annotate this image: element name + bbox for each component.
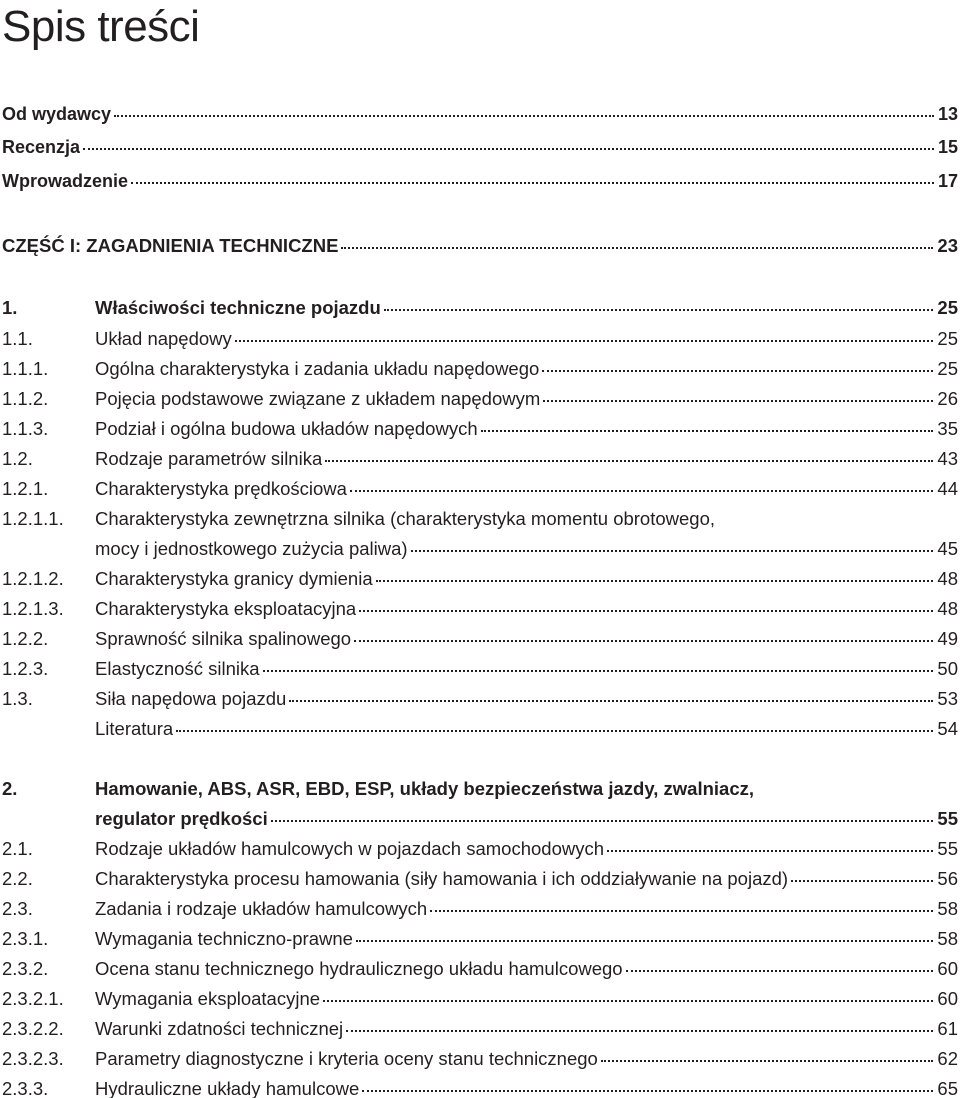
toc-entry-title: Siła napędowa pojazdu xyxy=(95,688,287,709)
dot-leader xyxy=(362,1089,933,1092)
toc-entry-page: 23 xyxy=(937,235,958,256)
toc-entry-number: 1.2.2. xyxy=(2,628,49,649)
toc-entry xyxy=(2,233,958,259)
toc-entry-title: Recenzja xyxy=(2,137,81,157)
toc-entry-page: 54 xyxy=(937,718,958,739)
toc-entry xyxy=(2,446,958,472)
dot-leader xyxy=(114,114,934,117)
toc-entry-page: 25 xyxy=(937,358,958,379)
toc-entry xyxy=(2,686,958,712)
toc-entry-title: mocy i jednostkowego zużycia paliwa) xyxy=(95,538,408,559)
page-title: Spis treści xyxy=(2,2,200,51)
toc-entry-page: 17 xyxy=(937,171,958,191)
toc-entry-number: 2.2. xyxy=(2,868,33,889)
toc-entry-page: 43 xyxy=(937,448,958,469)
dot-leader xyxy=(271,819,934,822)
toc-entry-title: Charakterystyka zewnętrzna silnika (charakterystyka momentu obrotowego, xyxy=(95,508,716,529)
dot-leader xyxy=(235,339,934,342)
toc-entry-page: 25 xyxy=(937,297,958,318)
toc-entry-page: 62 xyxy=(937,1048,958,1069)
toc-entry-page: 49 xyxy=(937,628,958,649)
toc-entry-number: 2.3.2.2. xyxy=(2,1018,64,1039)
toc-entry-number: 1.2.3. xyxy=(2,658,49,679)
toc-entry-page: 13 xyxy=(937,104,958,124)
toc-entry-number: 1.1.2. xyxy=(2,388,49,409)
toc-entry-number: 2.3.2.3. xyxy=(2,1048,64,1069)
toc-entry-title: Charakterystyka eksploatacyjna xyxy=(95,598,357,619)
toc-entry xyxy=(2,506,958,532)
toc-entry-page: 48 xyxy=(937,568,958,589)
toc-entry-number: 2.3.3. xyxy=(2,1078,49,1098)
toc-entry-title: Zadania i rodzaje układów hamulcowych xyxy=(95,898,428,919)
toc-entry-page: 61 xyxy=(937,1018,958,1039)
toc-entry-page: 53 xyxy=(937,688,958,709)
dot-leader xyxy=(131,181,934,184)
toc-entry-title: CZĘŚĆ I: ZAGADNIENIA TECHNICZNE xyxy=(2,235,339,256)
dot-leader xyxy=(543,399,933,402)
toc-entry-page: 65 xyxy=(937,1078,958,1098)
dot-leader xyxy=(350,489,934,492)
toc-entry-page: 58 xyxy=(937,928,958,949)
toc-entry-number: 2.1. xyxy=(2,838,33,859)
toc-entry-page: 56 xyxy=(937,868,958,889)
toc-entry-title: Charakterystyka procesu hamowania (siły hamowania i ich oddziaływanie na pojazd) xyxy=(95,868,789,889)
toc-entry-page: 45 xyxy=(937,538,958,559)
toc-entry xyxy=(2,986,958,1012)
toc-entry xyxy=(2,326,958,352)
toc-entry-title: Parametry diagnostyczne i kryteria oceny stanu technicznego xyxy=(95,1048,598,1069)
toc-entry-title: regulator prędkości xyxy=(95,808,268,829)
dot-leader xyxy=(542,369,933,372)
toc-entry-number: 1.2.1.2. xyxy=(2,568,64,589)
toc-entry xyxy=(2,806,958,832)
dot-leader xyxy=(359,609,933,612)
toc-entry-page: 44 xyxy=(937,478,958,499)
toc-entry xyxy=(2,836,958,862)
toc-entry-page: 50 xyxy=(937,658,958,679)
toc-entry-page: 58 xyxy=(937,898,958,919)
dot-leader xyxy=(411,549,934,552)
dot-leader xyxy=(356,939,933,942)
toc-entry xyxy=(2,566,958,592)
toc-entry xyxy=(2,656,958,682)
toc-entry-number: 2. xyxy=(2,778,18,799)
toc-entry xyxy=(2,926,958,952)
dot-leader xyxy=(263,669,934,672)
dot-leader xyxy=(481,429,934,432)
dot-leader xyxy=(176,729,933,732)
toc-entry-title: Sprawność silnika spalinowego xyxy=(95,628,352,649)
toc-entry-title: Warunki zdatności technicznej xyxy=(95,1018,344,1039)
dot-leader xyxy=(607,849,933,852)
toc-entry-title: Ogólna charakterystyka i zadania układu napędowego xyxy=(95,358,540,379)
toc-entry-page: 48 xyxy=(937,598,958,619)
toc-entry-number: 2.3.1. xyxy=(2,928,49,949)
toc-entry xyxy=(2,896,958,922)
toc-entry-number: 1.3. xyxy=(2,688,33,709)
dot-leader xyxy=(341,246,933,249)
toc-entry xyxy=(2,295,958,321)
dot-leader xyxy=(346,1029,933,1032)
toc-entry-number: 1.1.1. xyxy=(2,358,49,379)
toc-entry-number: 1.2.1.1. xyxy=(2,508,64,529)
toc-entry-title: Literatura xyxy=(95,718,174,739)
toc-entry-page: 25 xyxy=(937,328,958,349)
dot-leader xyxy=(323,999,933,1002)
toc-entry-page: 55 xyxy=(937,808,958,829)
toc-entry-title: Rodzaje parametrów silnika xyxy=(95,448,323,469)
toc-entry-title: Rodzaje układów hamulcowych w pojazdach samochodowych xyxy=(95,838,605,859)
toc-entry-page: 60 xyxy=(937,958,958,979)
toc-entry xyxy=(2,596,958,622)
dot-leader xyxy=(376,579,934,582)
toc-entry-page: 60 xyxy=(937,988,958,1009)
toc-entry xyxy=(2,776,958,802)
toc-entry xyxy=(2,866,958,892)
toc-entry xyxy=(2,101,958,127)
toc-entry-number: 1.1. xyxy=(2,328,33,349)
toc-entry-title: Układ napędowy xyxy=(95,328,232,349)
toc-entry-number: 2.3.2.1. xyxy=(2,988,64,1009)
toc-entry-number: 1.2. xyxy=(2,448,33,469)
toc-entry-title: Hamowanie, ABS, ASR, EBD, ESP, układy bezpieczeństwa jazdy, zwalniacz, xyxy=(95,778,755,799)
toc-entry-page: 26 xyxy=(937,388,958,409)
toc-entry-title: Charakterystyka prędkościowa xyxy=(95,478,347,499)
dot-leader xyxy=(83,147,934,150)
toc-entry-number: 2.3.2. xyxy=(2,958,49,979)
toc-entry xyxy=(2,386,958,412)
toc-entry-title: Elastyczność silnika xyxy=(95,658,260,679)
toc-entry xyxy=(2,476,958,502)
toc-entry xyxy=(2,134,958,160)
toc-entry-page: 55 xyxy=(937,838,958,859)
dot-leader xyxy=(289,699,933,702)
toc-entry-title: Wprowadzenie xyxy=(2,171,129,191)
dot-leader xyxy=(626,969,934,972)
toc-entry-title: Właściwości techniczne pojazdu xyxy=(95,297,381,318)
toc-entry-number: 1.2.1. xyxy=(2,478,49,499)
toc-entry-title: Wymagania techniczno-prawne xyxy=(95,928,353,949)
dot-leader xyxy=(601,1059,934,1062)
toc-entry xyxy=(2,416,958,442)
toc-entry-title: Ocena stanu technicznego hydraulicznego układu hamulcowego xyxy=(95,958,623,979)
dot-leader xyxy=(354,639,933,642)
dot-leader xyxy=(325,459,933,462)
toc-entry-number: 1. xyxy=(2,297,18,318)
toc-entry xyxy=(2,536,958,562)
toc-entry xyxy=(2,1016,958,1042)
toc-entry-number: 1.1.3. xyxy=(2,418,49,439)
toc-entry-title: Pojęcia podstawowe związane z układem napędowym xyxy=(95,388,541,409)
toc-entry xyxy=(2,626,958,652)
toc-entry-title: Hydrauliczne układy hamulcowe xyxy=(95,1078,360,1098)
toc-entry-number: 1.2.1.3. xyxy=(2,598,64,619)
toc-entry-page: 35 xyxy=(937,418,958,439)
dot-leader xyxy=(791,879,933,882)
toc-entry-title: Od wydawcy xyxy=(2,104,112,124)
toc-entry xyxy=(2,168,958,194)
dot-leader xyxy=(384,308,934,311)
dot-leader xyxy=(430,909,933,912)
toc-entry xyxy=(2,716,958,742)
toc-entry-number: 2.3. xyxy=(2,898,33,919)
toc-entry xyxy=(2,1076,958,1098)
toc-entry-page: 15 xyxy=(937,137,958,157)
toc-entry-title: Podział i ogólna budowa układów napędowych xyxy=(95,418,478,439)
toc-entry xyxy=(2,1046,958,1072)
toc-entry-title: Wymagania eksploatacyjne xyxy=(95,988,321,1009)
toc-entry-title: Charakterystyka granicy dymienia xyxy=(95,568,373,589)
toc-entry xyxy=(2,956,958,982)
toc-entry xyxy=(2,356,958,382)
